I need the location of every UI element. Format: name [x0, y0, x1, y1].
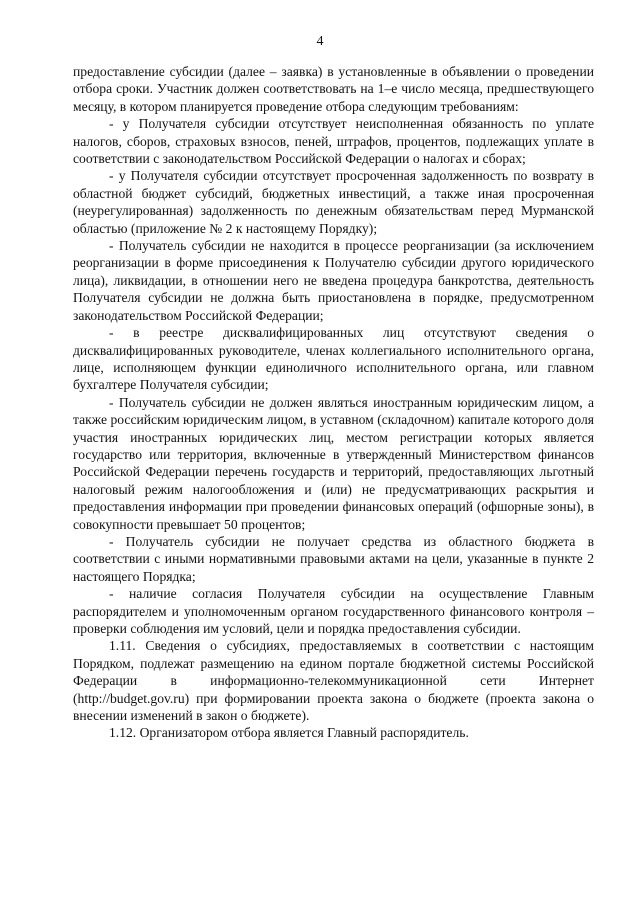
- requirement-consent-to-audit: - наличие согласия Получателя субсидии на осуществление Главным распорядителем и уполномоченным органом государственного финансового контроля – проверки соблюдения им условий, цели и порядка предоставления субсидии.: [73, 586, 594, 636]
- clause-1-11: 1.11. Сведения о субсидиях, предоставляемых в соответствии с настоящим Порядком, подлежат размещению на едином портале бюджетной системы Российской Федерации в информационно-телекоммуникационной сети Интернет (http://budget.gov.ru) при формировании проекта закона о бюджете (проекта закона о внесении изменений в закон о бюджете).: [73, 638, 594, 724]
- requirement-no-reorganization: - Получатель субсидии не находится в процессе реорганизации (за исключением реорганизации в форме присоединения к Получателю субсидии другого юридического лица), ликвидации, в отношении него не введена процедура банкротства, деятельность Получателя субсидии не должна быть приостановлена в порядке, предусмотренном законодательством Российской Федерации;: [73, 238, 594, 323]
- requirement-no-other-funding: - Получатель субсидии не получает средства из областного бюджета в соответствии с иными нормативными правовыми актами на цели, указанные в пункте 2 настоящего Порядка;: [73, 533, 594, 584]
- requirement-not-foreign-entity: - Получатель субсидии не должен являться иностранным юридическим лицом, а также российским юридическим лицом, в уставном (складочном) капитале которого доля участия иностранных юридических лиц, местом регистрации которых является государство или территория, включенные в утвержденный Министерством финансов Российской Федерации перечень государств и территорий, предоставляющих льготный налоговый режим налогообложения и (или) не предусматривающих раскрытия и предоставления информации при проведении финансовых операций (офшорные зоны), в совокупности превышает 50 процентов;: [73, 394, 594, 532]
- paragraph-intro: предоставление субсидии (далее – заявка) в установленные в объявлении о проведении отбора сроки. Участник должен соответствовать на 1–е число месяца, предшествующего месяцу, в котором планируется проведение отбора следующим требованиям:: [73, 64, 594, 114]
- requirement-no-disqualified-persons: - в реестре дисквалифицированных лиц отсутствуют сведения о дисквалифицированных руководителе, членах коллегиального исполнительного органа, лице, исполняющем функции единоличного исполнительного органа, или главном бухгалтере Получателя субсидии;: [73, 325, 594, 393]
- requirement-no-overdue-debt: - у Получателя субсидии отсутствует просроченная задолженность по возврату в областной бюджет субсидий, бюджетных инвестиций, а также иная просроченная (неурегулированная) задолженность по денежным обязательствам перед Мурманской областью (приложение № 2 к настоящему Порядку);: [73, 168, 594, 236]
- clause-1-12: 1.12. Организатором отбора является Главный распорядитель.: [109, 725, 469, 741]
- page-number: 4: [316, 34, 324, 49]
- document-body: [73, 63, 594, 742]
- requirement-no-tax-debt: - у Получателя субсидии отсутствует неисполненная обязанность по уплате налогов, сборов, страховых взносов, пеней, штрафов, процентов, подлежащих уплате в соответствии с законодательством Российской Федерации о налогах и сборах;: [73, 116, 594, 167]
